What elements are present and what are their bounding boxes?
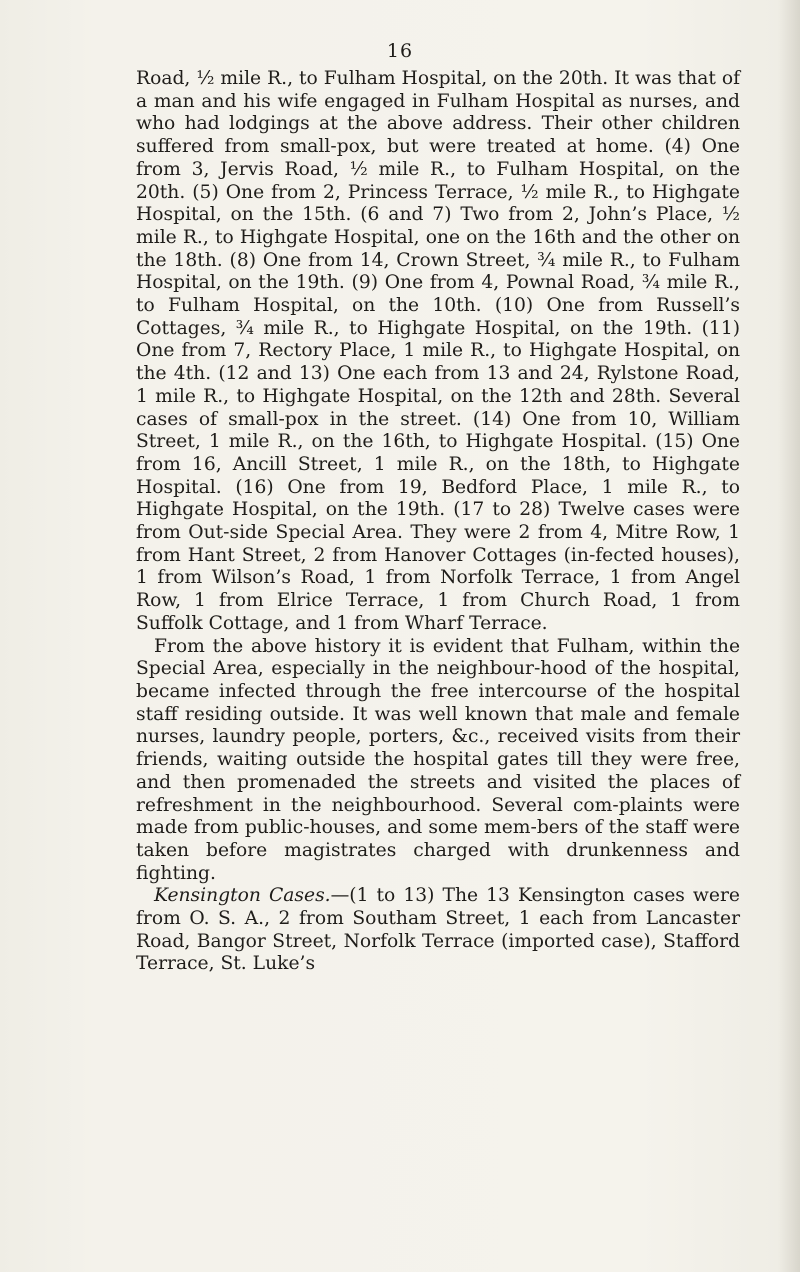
paragraph-case-list: Road, ½ mile R., to Fulham Hospital, on the 20th. It was that of a man and his wife engaged in Fulham Hospital as nurses, and who had lodgings at the above address. Their other children suffered from small-pox, but were treated at home. (4) One from 3, Jervis Road, ½ mile R., to Fulham Hospital, on the 20th. (5) One from 2, Princess Terrace, ½ mile R., to Highgate Hospital, on the 15th. (6 and 7) Two from 2, John’s Place, ½ mile R., to Highgate Hospital, one on the 16th and the other on the 18th. (8) One from 14, Crown Street, ¾ mile R., to Fulham Hospital, on the 19th. (9) One from 4, Pownal Road, ¾ mile R., to Fulham Hospital, on the 10th. (10) One from Russell’s Cottages, ¾ mile R., to Highgate Hospital, on the 19th. (11) One from 7, Rectory Place, 1 mile R., to Highgate Hospital, on the 4th. (12 and 13) One each from 13 and 24, Rylstone Road, 1 mile R., to Highgate Hospital, on the 12th and 28th. Several cases of small-pox in the street. (14) One from 10, William Street, 1 mile R., on the 16th, to Highgate Hospital. (15) One from 16, Ancill Street, 1 mile R., on the 18th, to Highgate Hospital. (16) One from 19, Bedford Place, 1 mile R., to Highgate Hospital, on the 19th. (17 to 28) Twelve cases were from Out-side Special Area. They were 2 from 4, Mitre Row, 1 from Hant Street, 2 from Hanover Cottages (in-fected houses), 1 from Wilson’s Road, 1 from Norfolk Terrace, 1 from Angel Row, 1 from Elrice Terrace, 1 from Church Road, 1 from Suffolk Cottage, and 1 from Wharf Terrace. <box>136 68 740 634</box>
page-number: 16 <box>386 40 414 62</box>
paragraph-fulham-conclusion: From the above history it is evident that Fulham, within the Special Area, especially in the neighbour-hood of the hospital, became infected through the free intercourse of the hospital staff residing outside. It was well known that male and female nurses, laundry people, porters, &c., received visits from their friends, waiting outside the hospital gates till they were free, and then promenaded the streets and visited the places of refreshment in the neighbourhood. Several com-plaints were made from public-houses, and some mem-bers of the staff were taken before magistrates charged with drunkenness and fighting. <box>136 635 740 884</box>
kensington-cases-text: —(1 to 13) The 13 Kensington cases were from O. S. A., 2 from Southam Street, 1 each from Lancaster Road, Bangor Street, Norfolk Terrace (imported case), Stafford Terrace, St. Luke’s <box>136 885 740 975</box>
page-edge-shadow <box>778 0 800 1272</box>
paragraph-kensington-cases <box>136 885 740 976</box>
kensington-cases-heading: Kensington Cases. <box>154 885 331 907</box>
body-text <box>136 68 740 976</box>
